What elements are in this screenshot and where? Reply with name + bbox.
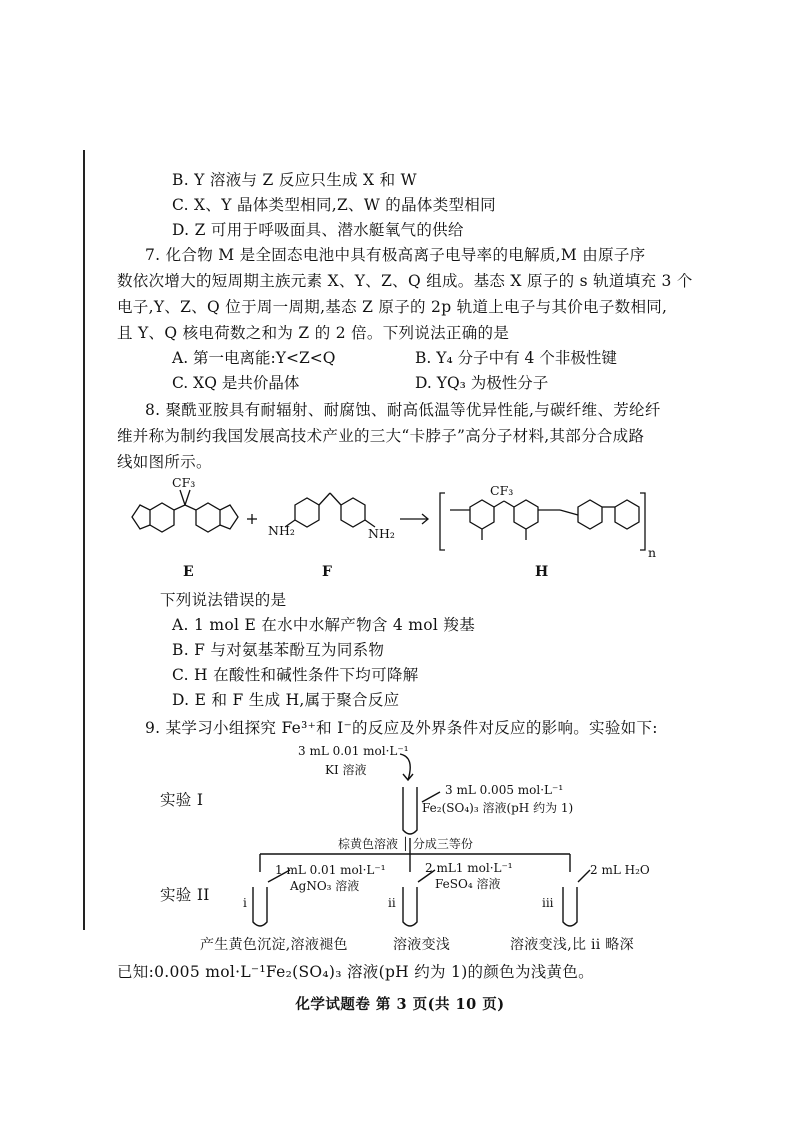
page-footer: 化学试题卷 第 3 页(共 10 页) [295,996,505,1013]
result-iii: 溶液变浅,比 ii 略深 [510,937,634,953]
experiment-1-label: 实验 I [160,791,204,809]
f-nh2-left-label: NH₂ [268,523,295,538]
feso4-concentration: 2 mL1 mol·L⁻¹ [425,861,513,875]
q6-option-b: B. Y 溶液与 Z 反应只生成 X 和 W [172,171,417,189]
known-statement: 已知:0.005 mol·L⁻¹Fe₂(SO₄)₃ 溶液(pH 约为 1)的颜色为浅黄色。 [117,963,594,981]
result-ii: 溶液变浅 [393,937,451,953]
tube-i-label: i [243,896,247,910]
q8-option-a: A. 1 mol E 在水中水解产物含 4 mol 羧基 [172,616,476,634]
q8-prompt: 下列说法错误的是 [160,591,287,609]
margin-rule [83,150,85,930]
ki-name: KI 溶液 [325,763,367,777]
q8-option-b: B. F 与对氨基苯酚互为同系物 [172,641,385,659]
tube-iii-label: iii [542,896,554,910]
split-text: 棕黄色溶液 │ 分成三等份 [338,837,473,851]
e-cf3-label: CF₃ [172,475,196,490]
q8-option-d: D. E 和 F 生成 H,属于聚合反应 [172,691,400,709]
experiment-diagram [160,742,650,962]
label-f: F [322,564,332,580]
q8-option-c: C. H 在酸性和碱性条件下均可降解 [172,666,419,684]
q7-stem-line-1: 7. 化合物 M 是全固态电池中具有极高离子电导率的电解质,M 由原子序 [145,246,646,264]
tube-ii-label: ii [388,896,396,910]
q7-stem-line-2: 数依次增大的短周期主族元素 X、Y、Z、Q 组成。基态 X 原子的 s 轨道填充 3 个 [117,272,693,290]
q9-stem: 9. 某学习小组探究 Fe³⁺和 I⁻的反应及外界条件对反应的影响。实验如下: [145,719,658,737]
q6-option-c: C. X、Y 晶体类型相同,Z、W 的晶体类型相同 [172,196,496,214]
feso4-name: FeSO₄ 溶液 [435,877,501,891]
q8-stem-line-2: 维并称为制约我国发展高技术产业的三大“卡脖子”高分子材料,其部分合成路 [117,427,645,445]
q6-option-d: D. Z 可用于呼吸面具、潜水艇氧气的供给 [172,221,464,239]
agno3-concentration: 1 mL 0.01 mol·L⁻¹ [275,863,386,877]
fe-concentration: 3 mL 0.005 mol·L⁻¹ [445,783,564,797]
ki-concentration: 3 mL 0.01 mol·L⁻¹ [298,744,409,758]
h2o-label: 2 mL H₂O [590,863,650,877]
q7-option-c: C. XQ 是共价晶体 [172,374,300,392]
q8-stem-line-1: 8. 聚酰亚胺具有耐辐射、耐腐蚀、耐高低温等优异性能,与碳纤维、芳纶纤 [145,401,661,419]
molecule-f [285,493,375,527]
q8-stem-line-3: 线如图所示。 [117,453,212,471]
q7-option-d: D. YQ₃ 为极性分子 [415,374,549,392]
h-cf3-label: CF₃ [490,483,514,498]
h-subscript-n: n [648,545,657,560]
agno3-name: AgNO₃ 溶液 [290,879,360,893]
fe-name: Fe₂(SO₄)₃ 溶液(pH 约为 1) [422,801,574,815]
q7-option-a: A. 第一电离能:Y<Z<Q [172,349,336,367]
experiment-2-label: 实验 II [160,886,210,904]
q7-stem-line-4: 且 Y、Q 核电荷数之和为 Z 的 2 倍。下列说法正确的是 [117,324,510,342]
molecule-e [132,490,238,532]
q7-option-b: B. Y₄ 分子中有 4 个非极性键 [415,349,617,367]
label-h: H [535,564,549,580]
f-nh2-right-label: NH₂ [368,526,395,541]
label-e: E [183,564,194,580]
result-i: 产生黄色沉淀,溶液褪色 [200,937,348,953]
reaction-scheme [110,475,670,575]
q7-stem-line-3: 电子,Y、Z、Q 位于周一周期,基态 Z 原子的 2p 轨道上电子与其价电子数相同, [117,298,668,316]
polymer-h [440,493,645,550]
